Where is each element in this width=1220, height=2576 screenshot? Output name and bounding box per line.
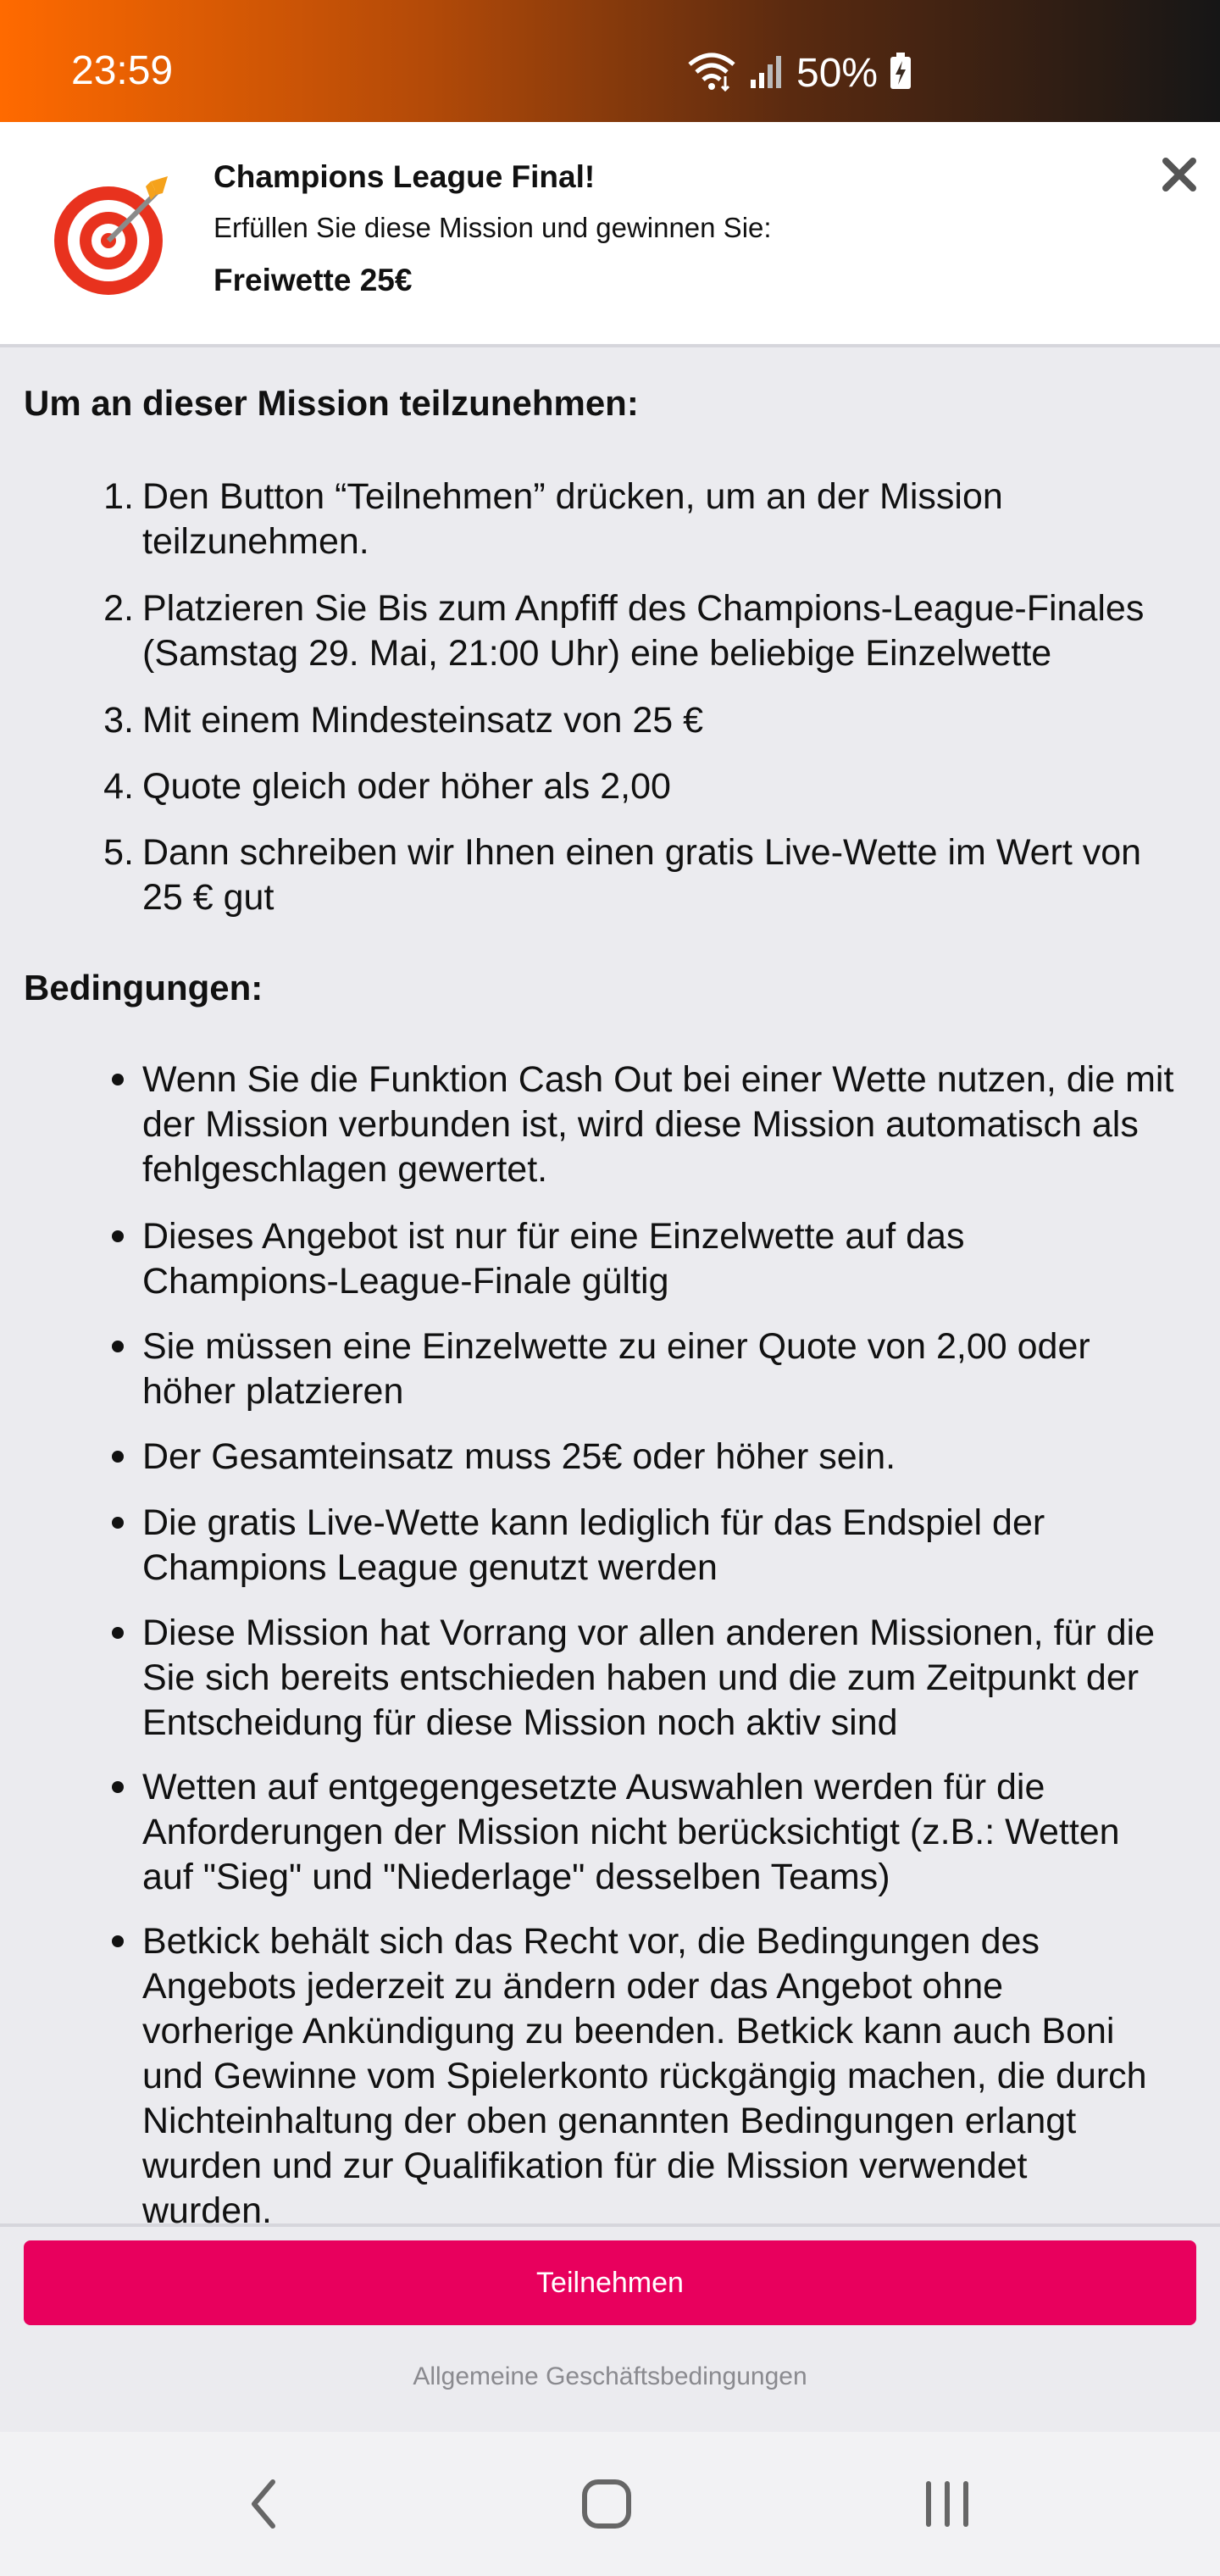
recents-button[interactable] [905, 2466, 990, 2542]
signal-icon [749, 53, 785, 94]
status-icons [686, 47, 912, 98]
recents-icon[interactable] [922, 2480, 973, 2528]
wifi-icon [686, 51, 737, 96]
bullet-icon [112, 1627, 124, 1639]
home-button[interactable] [564, 2466, 649, 2542]
back-button[interactable] [222, 2466, 307, 2542]
list-item: Den Button “Teilnehmen” drücken, um an der Mission teilzunehmen. [142, 476, 1003, 562]
list-item: Dann schreiben wir Ihnen einen gratis Live-Wette im Wert von 25 € gut [142, 832, 1142, 918]
bullet-icon [112, 1935, 124, 1947]
step-number: 4. [103, 766, 134, 807]
bullet-icon [112, 1517, 124, 1529]
terms-link[interactable]: Allgemeine Geschäftsbedingungen [413, 2362, 807, 2390]
step-number: 5. [103, 832, 134, 873]
bullet-icon [112, 1341, 124, 1352]
list-item: Quote gleich oder höher als 2,00 [142, 766, 671, 807]
home-icon[interactable] [580, 2477, 634, 2531]
mission-subtitle: Erfüllen Sie diese Mission und gewinnen Sie: [214, 212, 772, 243]
list-item: Betkick behält sich das Recht vor, die Bedingungen des Angebots jederzeit zu ändern oder das Angebot ohne vorherige Ankündigung zu beenden. Betkick kann auch Boni und Gewinne vom Spielerkonto rückgängig machen, die durch Nichteinhaltung der oben genannten Bedingungen erlangt wurden und zur Qualifikation für die Mission verwendet wurden. [142, 1921, 1147, 2223]
list-item: Der Gesamteinsatz muss 25€ oder höher sein. [142, 1436, 896, 1477]
status-bar [0, 0, 1220, 122]
mission-header [0, 122, 1220, 347]
status-time: 23:59 [71, 48, 174, 93]
list-item: Dieses Angebot ist nur für eine Einzelwette auf das Champions-League-Finale gültig [142, 1216, 965, 1302]
participate-button[interactable]: Teilnehmen [24, 2240, 1196, 2325]
step-number: 2. [103, 588, 134, 629]
step-number: 3. [103, 700, 134, 741]
back-icon[interactable] [247, 2477, 281, 2531]
mission-reward: Freiwette 25€ [214, 263, 413, 297]
conditions-heading: Bedingungen: [24, 968, 263, 1008]
navigation-bar [0, 2432, 1220, 2576]
step-number: 1. [103, 476, 134, 517]
participation-heading: Um an dieser Mission teilzunehmen: [24, 383, 639, 423]
bullet-icon [112, 1074, 124, 1085]
close-button[interactable] [1152, 147, 1206, 202]
close-icon[interactable] [1161, 156, 1198, 193]
mission-title: Champions League Final! [214, 159, 596, 194]
battery-icon [890, 53, 912, 94]
list-item: Wenn Sie die Funktion Cash Out bei einer Wette nutzen, die mit der Mission verbunden ist, wird diese Mission automatisch als fehlgeschlagen gewertet. [142, 1059, 1174, 1190]
footer-divider [0, 2223, 1220, 2227]
list-item: Sie müssen eine Einzelwette zu einer Quote von 2,00 oder höher platzieren [142, 1326, 1090, 1412]
target-icon [51, 173, 176, 298]
list-item: Diese Mission hat Vorrang vor allen anderen Missionen, für die Sie sich bereits entschieden haben und die zum Zeitpunkt der Entscheidung für diese Mission noch aktiv sind [142, 1613, 1156, 1743]
battery-percentage: 50% [796, 50, 879, 96]
mission-details [0, 351, 1220, 2223]
list-item: Die gratis Live-Wette kann lediglich für das Endspiel der Champions League genutzt werden [142, 1502, 1045, 1588]
bullet-icon [112, 1451, 124, 1463]
list-item: Mit einem Mindesteinsatz von 25 € [142, 700, 704, 741]
bullet-icon [112, 1781, 124, 1793]
bullet-icon [112, 1230, 124, 1242]
list-item: Wetten auf entgegengesetzte Auswahlen werden für die Anforderungen der Mission nicht berücksichtigt (z.B.: Wetten auf "Sieg" und "Niederlage" desselben Teams) [142, 1767, 1120, 1897]
list-item: Platzieren Sie Bis zum Anpfiff des Champions-League-Finales (Samstag 29. Mai, 21:00 Uhr) eine beliebige Einzelwette [142, 588, 1145, 674]
